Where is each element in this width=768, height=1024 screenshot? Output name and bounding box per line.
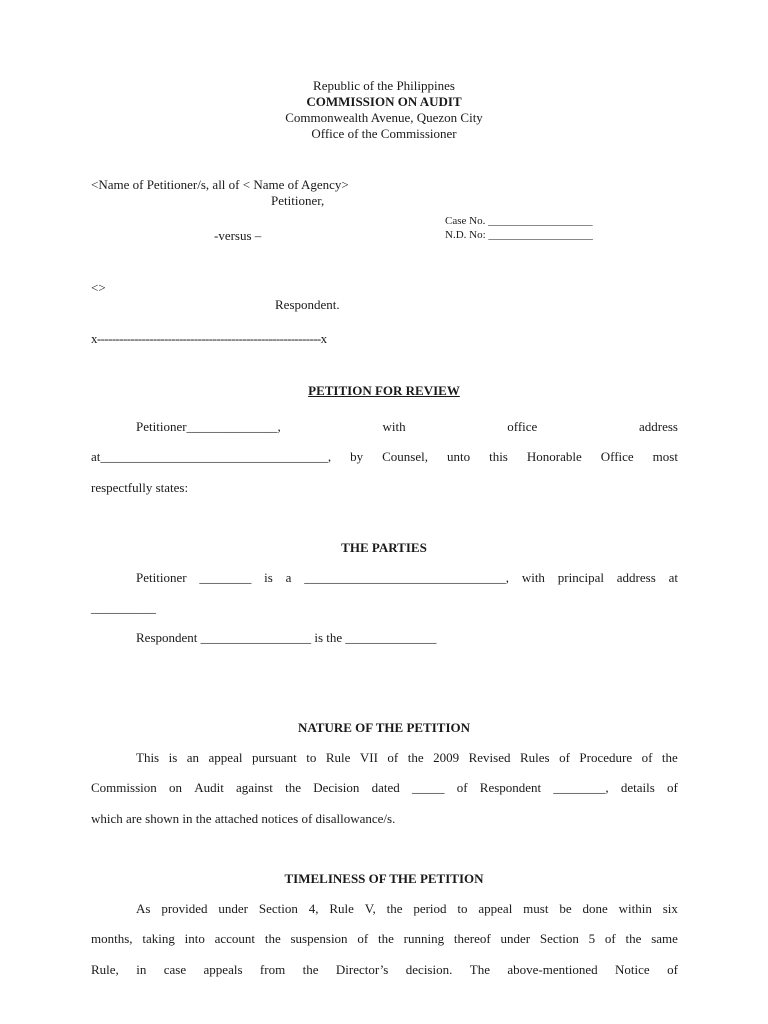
word: dated [371, 780, 400, 795]
word: taking [142, 931, 175, 946]
word: done [582, 901, 608, 916]
word: same [651, 931, 678, 946]
nature-line-2 [91, 780, 678, 796]
parties-line-2: __________ [91, 600, 156, 615]
header-republic: Republic of the Philippines [313, 78, 455, 93]
word: office [507, 419, 538, 434]
word: appeal [208, 750, 243, 765]
word: _____ [412, 780, 445, 795]
word: Petitioner [136, 570, 187, 585]
nd-number: N.D. No: ___________________ [445, 229, 593, 241]
timeliness-line-3 [91, 962, 678, 978]
nature-heading: NATURE OF THE PETITION [297, 720, 471, 735]
timeliness-line-2 [91, 931, 678, 947]
word: address [638, 419, 678, 434]
word: principal [557, 570, 604, 585]
word: from [259, 962, 286, 977]
word: ________, [553, 780, 609, 795]
versus-label: -versus – [214, 228, 262, 243]
word: running [403, 931, 445, 946]
word: an [186, 750, 200, 765]
word: Counsel, [382, 449, 428, 464]
word: of [604, 931, 616, 946]
word: on [168, 780, 182, 795]
petitioner-name: <Name of Petitioner/s, all of < Name of Agency> [91, 177, 349, 192]
word: Section [539, 931, 579, 946]
word: The [469, 962, 490, 977]
word: above-mentioned [507, 962, 598, 977]
word: Procedure [579, 750, 633, 765]
word: a [285, 570, 292, 585]
word: decision. [405, 962, 453, 977]
word: case [163, 962, 187, 977]
word: Rule [329, 901, 354, 916]
word: with [521, 570, 545, 585]
document-title: PETITION FOR REVIEW [308, 383, 460, 398]
word: period [413, 901, 447, 916]
nature-line-1 [136, 750, 678, 766]
parties-heading: THE PARTIES [341, 540, 427, 555]
word: the [302, 962, 319, 977]
word: Decision [313, 780, 360, 795]
word: months, [91, 931, 133, 946]
word: provided [161, 901, 208, 916]
word: be [559, 901, 572, 916]
word: Director’s [335, 962, 389, 977]
word: 5 [588, 931, 596, 946]
word: the [625, 931, 642, 946]
word: suspension [290, 931, 348, 946]
word: the [264, 931, 281, 946]
word: Rule [325, 750, 351, 765]
word: to [457, 901, 468, 916]
word: six [662, 901, 678, 916]
word: Audit [194, 780, 224, 795]
respondent-name: <> [91, 280, 106, 295]
word: this [489, 449, 508, 464]
word: details [620, 780, 655, 795]
word: under [218, 901, 248, 916]
petitioner-label: Petitioner, [271, 193, 325, 208]
word: pursuant [251, 750, 297, 765]
word: Rule, [91, 962, 119, 977]
word: Honorable [526, 449, 582, 464]
intro-line-1 [136, 419, 678, 435]
word: unto [446, 449, 471, 464]
timeliness-heading: TIMELINESS OF THE PETITION [284, 871, 484, 886]
word: of [667, 780, 678, 795]
word: of [641, 750, 653, 765]
word: Rules [519, 750, 550, 765]
word: appeals [203, 962, 243, 977]
word: Commission [91, 780, 157, 795]
word: against [236, 780, 273, 795]
word: the [661, 750, 678, 765]
word: appeal [478, 901, 513, 916]
word: under [500, 931, 531, 946]
header-address: Commonwealth Avenue, Quezon City [285, 110, 483, 125]
word: Revised [468, 750, 511, 765]
word: in [136, 962, 147, 977]
word: into [184, 931, 205, 946]
word: As [136, 901, 151, 916]
word: the [377, 931, 394, 946]
intro-line-3: respectfully states: [91, 480, 189, 495]
word: 4, [308, 901, 319, 916]
word: of [387, 750, 399, 765]
word: 2009 [433, 750, 460, 765]
timeliness-line-1 [136, 901, 678, 917]
word: VII [359, 750, 378, 765]
word: the [386, 901, 403, 916]
word: at [668, 570, 678, 585]
word: ________ [199, 570, 252, 585]
word: is [168, 750, 178, 765]
word: of [357, 931, 369, 946]
word: of [667, 962, 678, 977]
word: most [652, 449, 678, 464]
word: to [306, 750, 317, 765]
word: at___________________________________, [91, 449, 332, 464]
word: Respondent [479, 780, 542, 795]
parties-line-1 [136, 570, 678, 586]
word: This [136, 750, 160, 765]
word: with [382, 419, 406, 434]
word: thereof [453, 931, 491, 946]
word: must [523, 901, 549, 916]
word: V, [364, 901, 376, 916]
word: by [350, 449, 364, 464]
caption-separator: x------------------------------------------------------------x [91, 331, 327, 346]
header-agency: COMMISSION ON AUDIT [306, 94, 462, 109]
word: Office [600, 449, 634, 464]
word: account [214, 931, 256, 946]
intro-line-2 [91, 449, 678, 465]
respondent-label: Respondent. [275, 297, 340, 312]
word: _______________________________, [304, 570, 509, 585]
word: of [559, 750, 570, 765]
case-number: Case No. ___________________ [445, 215, 593, 227]
word: Section [258, 901, 298, 916]
word: the [407, 750, 424, 765]
word: within [618, 901, 652, 916]
parties-line-3: Respondent _________________ is the ______________ [136, 630, 437, 645]
word: Notice [615, 962, 650, 977]
word: is [264, 570, 273, 585]
word: the [285, 780, 301, 795]
word: Petitioner______________, [136, 419, 281, 434]
nature-line-3: which are shown in the attached notices of disallowance/s. [91, 811, 396, 826]
header-office: Office of the Commissioner [311, 126, 457, 141]
word: of [456, 780, 468, 795]
word: address [616, 570, 656, 585]
